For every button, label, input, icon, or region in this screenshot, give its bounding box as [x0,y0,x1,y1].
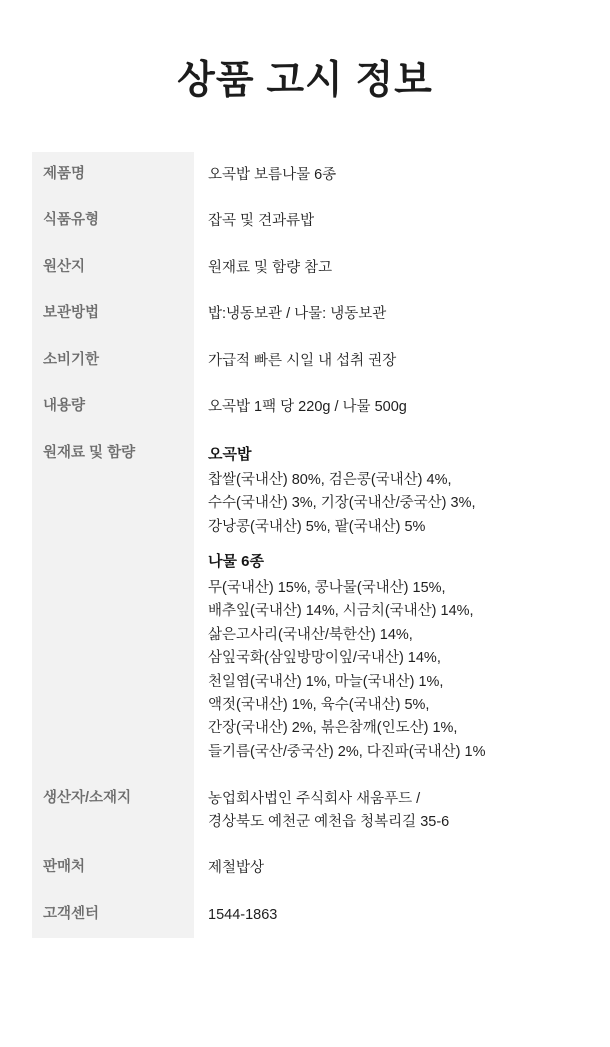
ingredient-line: 수수(국내산) 3%, 기장(국내산/중국산) 3%, [208,495,476,512]
table-row-customer-center [32,892,578,938]
ingredient-line: 강낭콩(국내산) 5%, 팥(국내산) 5% [208,518,426,535]
page-title: 상품 고시 정보 [177,59,433,102]
spec-value-origin: 원재료 및 함량 참고 [208,259,333,276]
table-row [32,152,578,198]
ingredient-group-title-ogokbap: 오곡밥 [208,445,252,463]
producer-address-line: 경상북도 예천군 예천읍 청복리길 35-6 [208,813,450,830]
spec-value-storage: 밥:냉동보관 / 나물: 냉동보관 [208,306,387,323]
bottom-spacer [0,938,610,978]
spec-value-customer-center: 1544-1863 [208,906,278,923]
ingredient-line: 찹쌀(국내산) 80%, 검은콩(국내산) 4%, [208,471,452,488]
spec-value-volume: 오곡밥 1팩 당 220g / 나물 500g [208,399,407,416]
table-row [32,245,578,291]
spec-value-food-type: 잡곡 및 견과류밥 [208,213,315,230]
table-row [32,384,578,430]
spec-label-producer: 생산자/소재지 [32,776,194,845]
ingredient-line: 배추잎(국내산) 14%, 시금치(국내산) 14%, [208,603,474,620]
product-spec-table [32,152,578,939]
table-row [32,198,578,244]
table-row-seller [32,845,578,891]
ingredient-line: 삼잎국화(삼잎방망이잎/국내산) 14%, [208,650,441,667]
spec-label-food-type: 식품유형 [32,198,194,244]
ingredient-line: 간장(국내산) 2%, 볶은참깨(인도산) 1%, [208,720,458,737]
ingredient-group-title-namul: 나물 6종 [208,553,264,571]
spec-value-ingredients [194,431,578,777]
table-row-ingredients [32,431,578,777]
spec-value-expiry: 가급적 빠른 시일 내 섭취 권장 [208,352,397,369]
ingredient-line: 무(국내산) 15%, 콩나물(국내산) 15%, [208,579,446,596]
spec-label-expiry: 소비기한 [32,338,194,384]
spec-label-customer-center: 고객센터 [32,892,194,938]
ingredient-line: 삶은고사리(국내산/북한산) 14%, [208,626,413,643]
spec-label-seller: 판매처 [32,845,194,891]
spec-value-producer [194,776,578,845]
table-row [32,291,578,337]
spec-label-volume: 내용량 [32,384,194,430]
spec-value-product-name: 오곡밥 보름나물 6종 [208,166,337,183]
ingredient-line: 들기름(국산/중국산) 2%, 다진파(국내산) 1% [208,743,486,760]
producer-line: 농업회사법인 주식회사 새움푸드 / [208,791,421,808]
spec-value-seller: 제철밥상 [208,860,265,877]
spec-label-ingredients: 원재료 및 함량 [32,431,194,777]
ingredient-line: 천일염(국내산) 1%, 마늘(국내산) 1%, [208,673,444,690]
table-row-producer [32,776,578,845]
table-row [32,338,578,384]
spec-label-storage: 보관방법 [32,291,194,337]
spec-label-product-name: 제품명 [32,152,194,198]
spec-label-origin: 원산지 [32,245,194,291]
ingredient-line: 액젓(국내산) 1%, 육수(국내산) 5%, [208,696,430,713]
